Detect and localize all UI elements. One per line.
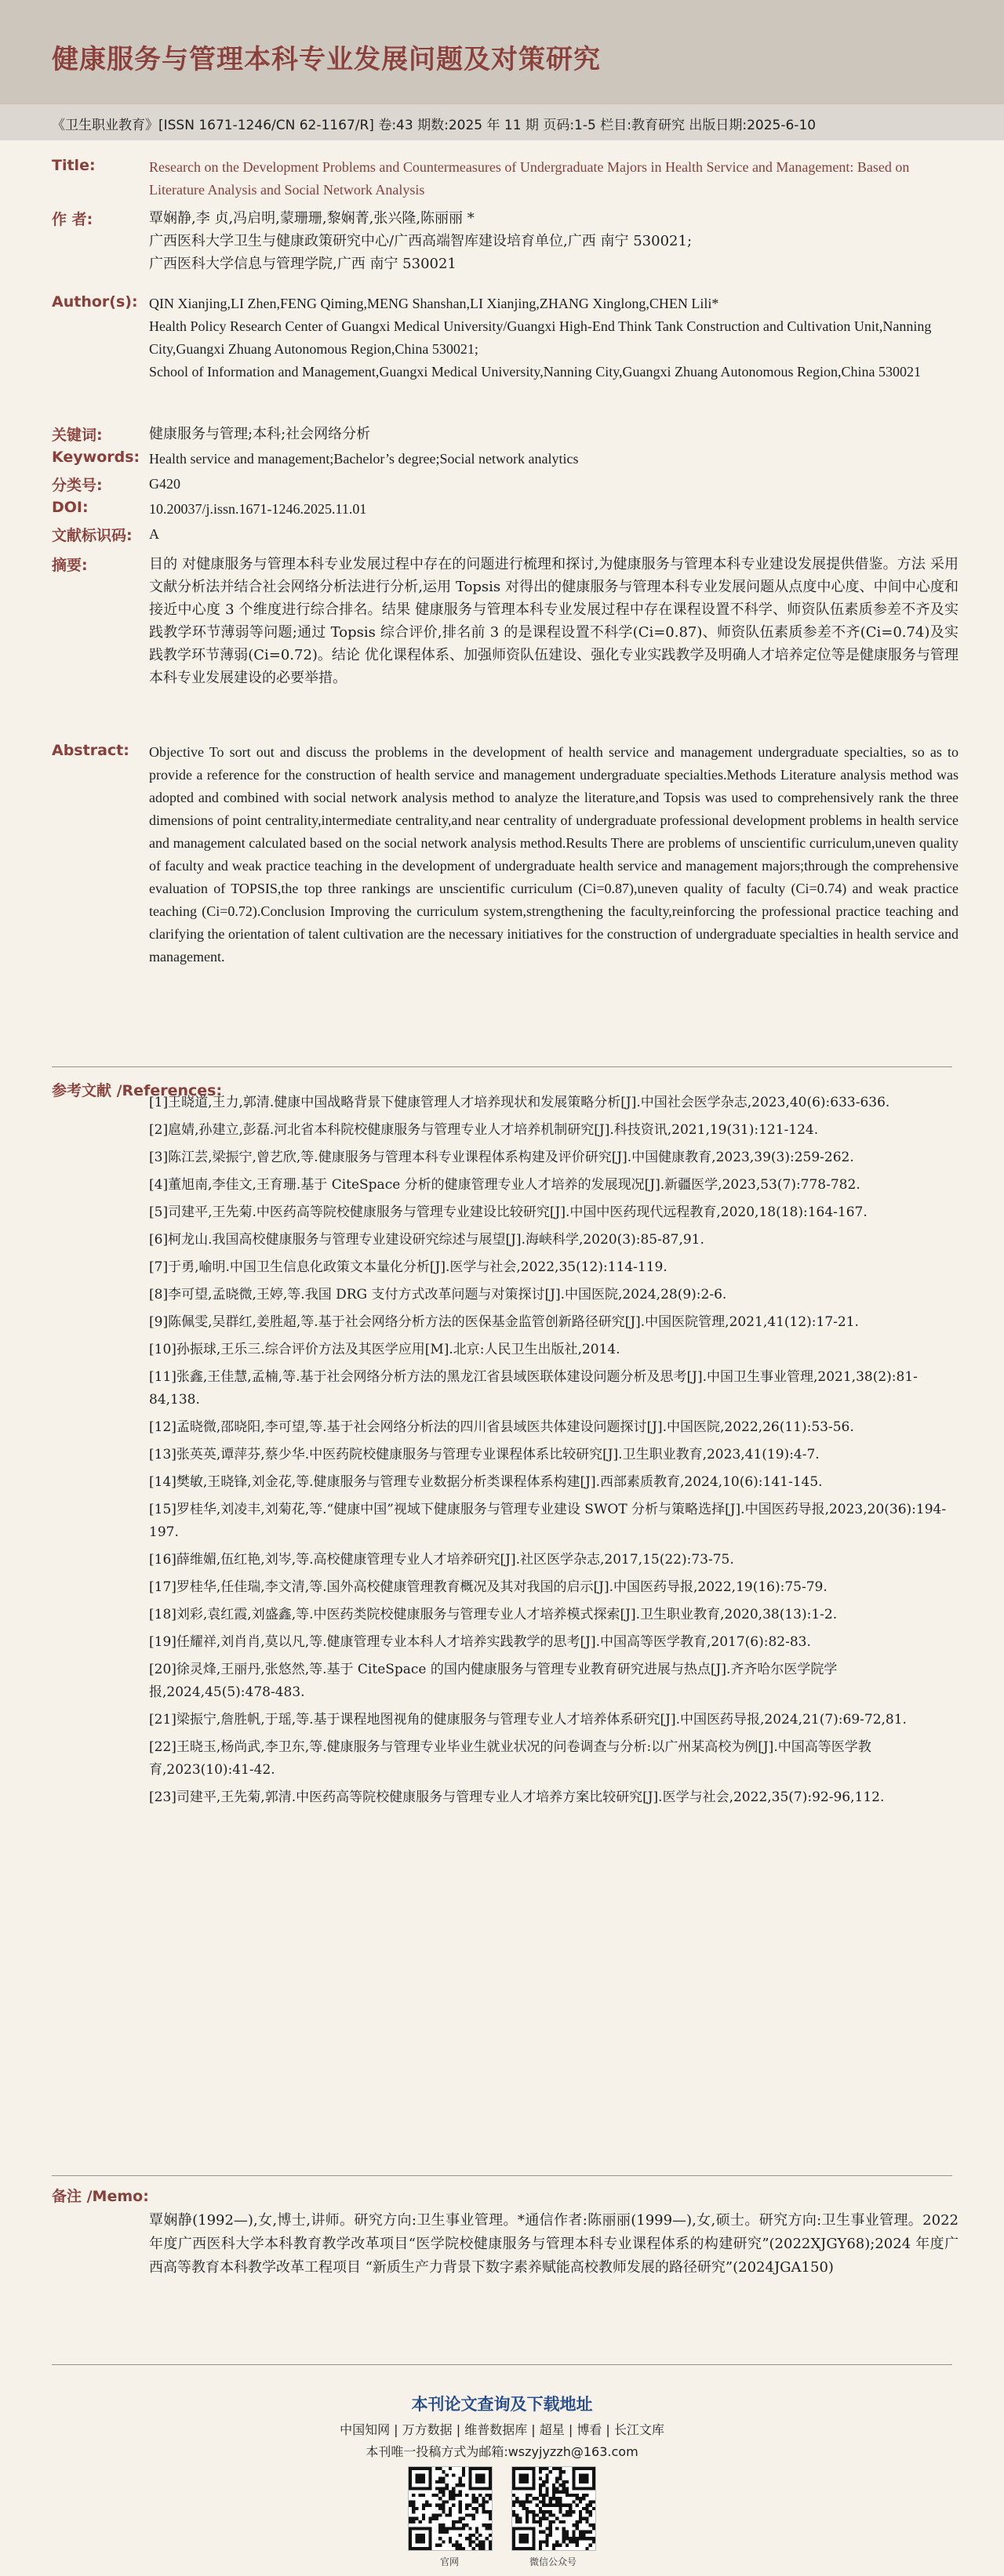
footer-title: 本刊论文查询及下载地址 — [411, 2395, 593, 2414]
reference-item: [1]王晓道,王力,郭清.健康中国战略背景下健康管理人才培养现状和发展策略分析[J].中国社会医学杂志,2023,40(6):633-636. — [149, 1095, 890, 1110]
qr-caption-website: 官网 — [439, 2556, 459, 2567]
section-divider — [52, 1066, 952, 1067]
author-en-names: QIN Xianjing,LI Zhen,FENG Qiming,MENG Shanshan,LI Xianjing,ZHANG Xinglong,CHEN Lili* — [149, 296, 719, 311]
reference-item: [7]于勇,喻明.中国卫生信息化政策文本量化分析[J].医学与社会,2022,35(12):114-119. — [149, 1259, 668, 1275]
reference-item: [17]罗桂华,任佳瑞,李文清,等.国外高校健康管理教育概况及其对我国的启示[J].中国医药导报,2022,19(16):75-79. — [149, 1579, 828, 1595]
title-banner — [0, 0, 1004, 104]
doc-code-value: A — [149, 526, 159, 542]
classification-value: G420 — [149, 476, 180, 492]
footer-email: 本刊唯一投稿方式为邮箱:wszyjyzzh@163.com — [366, 2444, 638, 2459]
author-cn-names: 覃娴静,李 贞,冯启明,蒙珊珊,黎娴菁,张兴隆,陈丽丽 * — [149, 210, 475, 227]
reference-item: [10]孙振球,王乐三.综合评价方法及其医学应用[M].北京:人民卫生出版社,2014. — [149, 1342, 620, 1357]
article-title: 健康服务与管理本科专业发展问题及对策研究 — [52, 44, 601, 75]
keywords-cn-value: 健康服务与管理;本科;社会网络分析 — [149, 426, 371, 442]
reference-item: [4]董旭南,李佳文,王育珊.基于 CiteSpace 分析的健康管理专业人才培养的发展现况[J].新疆医学,2023,53(7):778-782. — [149, 1177, 860, 1193]
memo-text: 覃娴静(1992—),女,博士,讲师。研究方向:卫生事业管理。*通信作者:陈丽丽(1999—),女,硕士。研究方向:卫生事业管理。2022 年度广西医科大学本科教育教学改革项目“医学院校健康服务与管理本科专业课程体系的构建研究”(2022XJGY68);2024 年度广西高等教育本科教学改革工程项目 “新质生产力背景下数字素养赋能高校教师发展的路径研究”(2024JGA150) — [149, 2212, 959, 2276]
reference-item: [16]薛维媚,伍红艳,刘岑,等.高校健康管理专业人才培养研究[J].社区医学杂志,2017,15(22):73-75. — [149, 1552, 734, 1568]
reference-item: [19]任耀祥,刘肖肖,莫以凡,等.健康管理专业本科人才培养实践教学的思考[J].中国高等医学教育,2017(6):82-83. — [149, 1634, 811, 1650]
author-cn-label: 作 者: — [52, 211, 93, 228]
doi-value: 10.20037/j.issn.1671-1246.2025.11.01 — [149, 501, 367, 517]
reference-item: [12]孟晓微,邵晓阳,李可望,等.基于社会网络分析法的四川省县域医共体建设问题探讨[J].中国医院,2022,26(11):53-56. — [149, 1419, 854, 1435]
reference-item: [9]陈佩雯,吴群红,姜胜超,等.基于社会网络分析方法的医保基金监管创新路径研究[J].中国医院管理,2021,41(12):17-21. — [149, 1314, 859, 1330]
section-divider — [52, 2364, 952, 2365]
author-en-label: Author(s): — [52, 293, 138, 311]
author-cn-affiliation-2: 广西医科大学信息与管理学院,广西 南宁 530021 — [149, 256, 457, 272]
keywords-cn-label: 关键词: — [52, 427, 103, 444]
memo-label: 备注 /Memo: — [52, 2188, 149, 2205]
author-en-affiliation-1: Health Policy Research Center of Guangxi Medical University/Guangxi High-End Think Tank Construction and Cultivation Unit,Nanning City,Guangxi Zhuang Autonomous Region,China 530021; — [149, 318, 932, 357]
reference-item: [15]罗桂华,刘凌丰,刘菊花,等.“健康中国”视域下健康服务与管理专业建设 SWOT 分析与策略选择[J].中国医药导报,2023,20(36):194-197. — [149, 1502, 947, 1540]
keywords-en-label: Keywords: — [52, 449, 140, 466]
abstract-cn-text: 目的 对健康服务与管理本科专业发展过程中存在的问题进行梳理和探讨,为健康服务与管理本科专业建设发展提供借鉴。方法 采用文献分析法并结合社会网络分析法进行分析,运用 Topsis 对得出的健康服务与管理本科专业发展问题从点度中心度、中间中心度和接近中心度 3 个维度进行综合排名。结果 健康服务与管理本科专业发展过程中存在课程设置不科学、师资队伍素质参差不齐及实践教学环节薄弱等问题;通过 Topsis 综合评价,排名前 3 的是课程设置不科学(Ci=0.87)、师资队伍素质参差不齐(Ci=0.74)及实践教学环节薄弱(Ci=0.72)。结论 优化课程体系、加强师资队伍建设、强化专业实践教学及明确人才培养定位等是健康服务与管理本科专业发展建设的必要举措。 — [149, 556, 959, 686]
title-en-value: Research on the Development Problems and Countermeasures of Undergraduate Majors in Health Service and Management: Based on Literature Analysis and Social Network Analysis — [149, 159, 910, 198]
references-label: 参考文献 /References: — [52, 1082, 223, 1099]
abstract-en-text: Objective To sort out and discuss the problems in the development of health service and management undergraduate specialties, so as to provide a reference for the construction of health service and management undergraduate specialties.Methods Literature analysis method was adopted and combined with social network analysis method to analyze the literature,and Topsis was used to comprehensively rank the three dimensions of point centrality,intermediate centrality,and near centrality of undergraduate professional development problems in health service and management calculated based on the social network analysis method.Results There are problems of unscientific curriculum,uneven quality of faculty and weak practice teaching in the development of undergraduate health service and management majors;through the comprehensive evaluation of TOPSIS,the top three rankings are unscientific curriculum (Ci=0.87),uneven quality of faculty (Ci=0.74) and weak practice teaching (Ci=0.72).Conclusion Improving the curriculum system,strengthening the faculty,reinforcing the professional practice teaching and clarifying the orientation of talent cultivation are the necessary initiatives for the construction of undergraduate specialties in health service and management. — [149, 744, 959, 965]
author-cn-affiliation-1: 广西医科大学卫生与健康政策研究中心/广西高端智库建设培育单位,广西 南宁 530021; — [149, 233, 693, 249]
reference-item: [3]陈江芸,梁振宁,曾艺欣,等.健康服务与管理本科专业课程体系构建及评价研究[J].中国健康教育,2023,39(3):259-262. — [149, 1150, 854, 1165]
reference-item: [23]司建平,王先菊,郭清.中医药高等院校健康服务与管理专业人才培养方案比较研究[J].医学与社会,2022,35(7):92-96,112. — [149, 1789, 885, 1805]
footer-databases: 中国知网 | 万方数据 | 维普数据库 | 超星 | 博看 | 长江文库 — [340, 2422, 664, 2437]
reference-item: [6]柯龙山.我国高校健康服务与管理专业建设研究综述与展望[J].海峡科学,2020(3):85-87,91. — [149, 1232, 704, 1248]
reference-item: [5]司建平,王先菊.中医药高等院校健康服务与管理专业建设比较研究[J].中国中医药现代远程教育,2020,18(18):164-167. — [149, 1204, 868, 1220]
qr-code-icon[interactable] — [408, 2466, 493, 2551]
reference-item: [2]扈婧,孙建立,彭磊.河北省本科院校健康服务与管理专业人才培养机制研究[J].科技资讯,2021,19(31):121-124. — [149, 1122, 819, 1138]
abstract-en-label: Abstract: — [52, 742, 129, 759]
author-en-affiliation-2: School of Information and Management,Guangxi Medical University,Nanning City,Guangxi Zhuang Autonomous Region,China 530021 — [149, 364, 922, 380]
reference-item: [20]徐灵烽,王丽丹,张悠然,等.基于 CiteSpace 的国内健康服务与管理专业教育研究进展与热点[J].齐齐哈尔医学院学报,2024,45(5):478-483. — [149, 1662, 838, 1700]
reference-item: [22]王晓玉,杨尚武,李卫东,等.健康服务与管理专业毕业生就业状况的问卷调查与分析:以广州某高校为例[J].中国高等医学教育,2023(10):41-42. — [149, 1739, 871, 1778]
qr-caption-wechat: 微信公众号 — [529, 2556, 577, 2567]
doi-label: DOI: — [52, 499, 89, 516]
abstract-cn-label: 摘要: — [52, 557, 88, 574]
title-en-label: Title: — [52, 157, 96, 174]
qr-code-icon[interactable] — [511, 2466, 596, 2551]
journal-meta: 《卫生职业教育》[ISSN 1671-1246/CN 62-1167/R] 卷:43 期数:2025 年 11 期 页码:1-5 栏目:教育研究 出版日期:2025-6-10 — [52, 118, 817, 133]
reference-item: [18]刘彩,袁红霞,刘盛鑫,等.中医药类院校健康服务与管理专业人才培养模式探索[J].卫生职业教育,2020,38(13):1-2. — [149, 1607, 838, 1622]
reference-item: [21]梁振宁,詹胜帆,于瑶,等.基于课程地图视角的健康服务与管理专业人才培养体系研究[J].中国医药导报,2024,21(7):69-72,81. — [149, 1712, 907, 1728]
journal-meta-bar — [0, 104, 1004, 140]
classification-label: 分类号: — [52, 477, 103, 494]
reference-item: [11]张鑫,王佳慧,孟楠,等.基于社会网络分析方法的黑龙江省县域医联体建设问题分析及思考[J].中国卫生事业管理,2021,38(2):81-84,138. — [149, 1369, 918, 1408]
section-divider — [52, 2175, 952, 2176]
references-list — [149, 1092, 959, 1814]
reference-item: [14]樊敏,王晓锋,刘金花,等.健康服务与管理专业数据分析类课程体系构建[J].西部素质教育,2024,10(6):141-145. — [149, 1474, 823, 1490]
reference-item: [8]李可望,孟晓微,王婷,等.我国 DRG 支付方式改革问题与对策探讨[J].中国医院,2024,28(9):2-6. — [149, 1287, 727, 1303]
doc-code-label: 文献标识码: — [52, 527, 133, 544]
reference-item: [13]张英英,谭萍芬,蔡少华.中医药院校健康服务与管理专业课程体系比较研究[J].卫生职业教育,2023,41(19):4-7. — [149, 1447, 820, 1462]
keywords-en-value: Health service and management;Bachelor’s degree;Social network analytics — [149, 451, 579, 467]
